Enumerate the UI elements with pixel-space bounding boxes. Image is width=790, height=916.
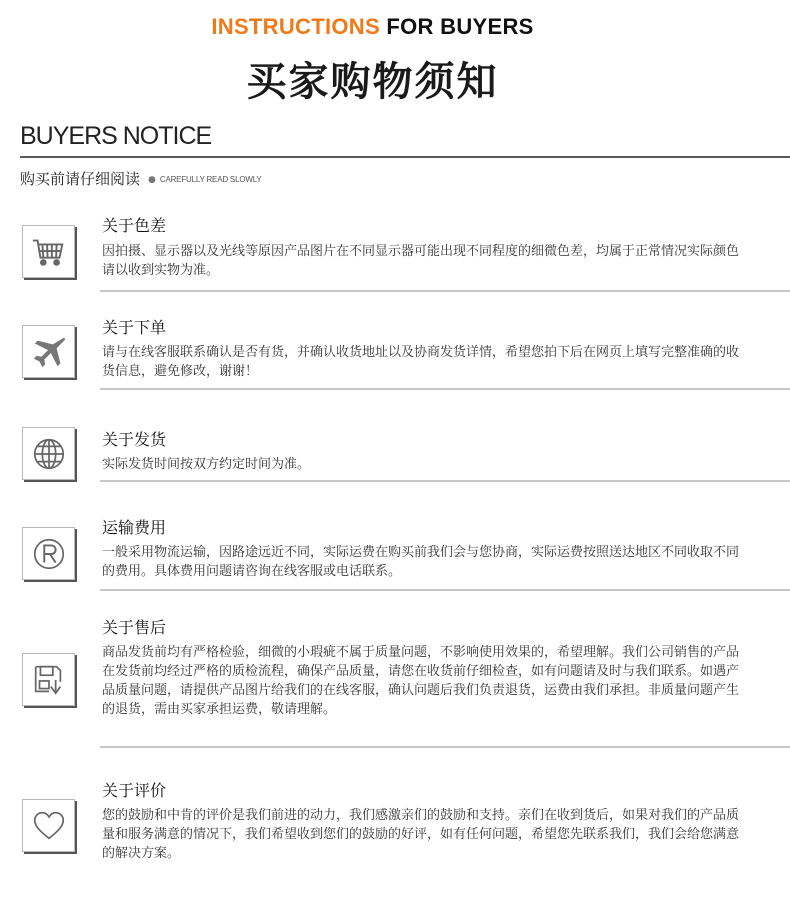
- section-divider: [100, 746, 790, 748]
- section-title: 关于下单: [102, 318, 167, 337]
- shopping-cart-icon: [22, 225, 75, 278]
- section-divider: [100, 388, 790, 390]
- section-title: 关于色差: [102, 216, 167, 235]
- section-body: 商品发货前均有严格检验，细微的小瑕疵不属于质量问题，不影响使用效果的，希望理解。我们公司销售的产品在发货前均经过严格的质检流程，确保产品质量，请您在收货前仔细检查，如有问题请及时与我们联系。如遇产品质量问题，请提供产品图片给我们的在线客服，确认问题后我们负责退货，运费由我们承担。非质量问题产生的退货，需由买家承担运费，敬请理解。: [102, 645, 740, 717]
- notice-title: BUYERS NOTICE: [20, 122, 212, 150]
- section-divider: [100, 480, 790, 482]
- notice-subtitle-en: CAREFULLY READ SLOWLY: [159, 175, 262, 184]
- section-divider: [100, 290, 790, 292]
- header-chinese-title: 买家购物须知: [246, 59, 499, 105]
- header-english-accent: INSTRUCTIONS: [211, 14, 380, 39]
- notice-subtitle-cn: 购买前请仔细阅读: [20, 170, 141, 188]
- registered-icon: [22, 527, 75, 580]
- notice-divider: [20, 156, 790, 158]
- section-body: 一般采用物流运输，因路途远近不同，实际运费在购买前我们会与您协商，实际运费按照送达地区不同收取不同的费用。具体费用问题请咨询在线客服或电话联系。: [102, 545, 740, 579]
- header-english-rest: FOR BUYERS: [386, 14, 534, 39]
- section-body: 实际发货时间按双方约定时间为准。: [102, 457, 311, 472]
- section-divider: [100, 589, 790, 591]
- section-body: 您的鼓励和中肯的评价是我们前进的动力，我们感激亲们的鼓励和支持。亲们在收到货后，如果对我们的产品质量和服务满意的情况下，我们希望收到您们的鼓励的好评，如有任何问题，希望您先联系我们，我们会给您满意的解决方案。: [102, 808, 740, 861]
- section-title: 关于发货: [102, 430, 167, 449]
- airplane-icon: [22, 325, 75, 378]
- globe-icon: [22, 427, 75, 480]
- section-body: 因拍摄、显示器以及光线等原因产品图片在不同显示器可能出现不同程度的细微色差，均属于正常情况实际颜色请以收到实物为准。: [102, 244, 740, 278]
- section-title: 关于售后: [102, 618, 167, 637]
- save-download-icon: [22, 653, 75, 706]
- section-body: 请与在线客服联系确认是否有货，并确认收货地址以及协商发货详情，希望您拍下后在网页上填写完整准确的收货信息，避免修改，谢谢！: [102, 345, 740, 379]
- section-title: 运输费用: [102, 518, 167, 537]
- notice-bullet: ●: [148, 175, 156, 185]
- notice-subtitle: [20, 168, 261, 189]
- heart-icon: [22, 799, 75, 852]
- header-english-title: [0, 14, 745, 40]
- section-title: 关于评价: [102, 781, 167, 800]
